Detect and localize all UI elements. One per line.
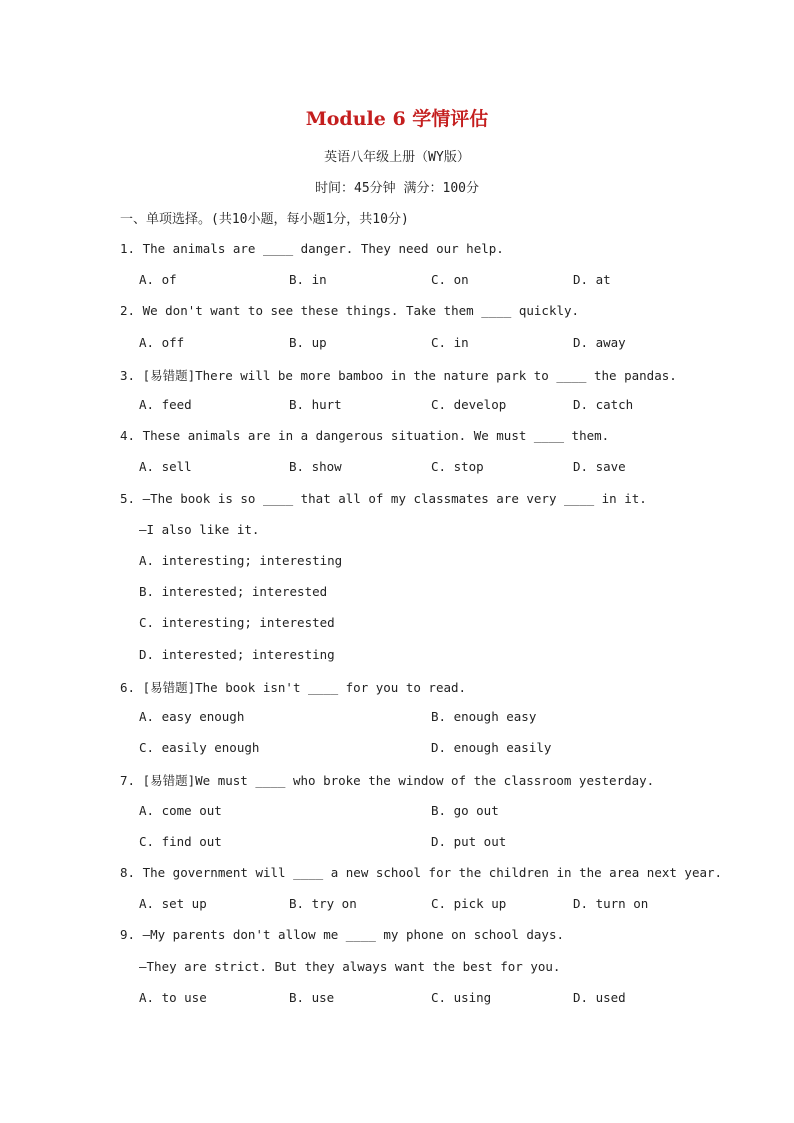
question-6-stem: 6. [易错题]The book isn't ____ for you to read.	[120, 680, 467, 695]
question-2-stem: 2. We don't want to see these things. Take them ____ quickly.	[120, 303, 580, 318]
question-8-option-b: B. try on	[289, 896, 357, 911]
question-3-option-d: D. catch	[573, 397, 634, 412]
question-4-option-d: D. save	[573, 459, 626, 474]
question-9-option-b: B. use	[289, 990, 335, 1005]
question-1-option-a: A. of	[139, 272, 177, 287]
question-9-option-a: A. to use	[139, 990, 207, 1005]
question-8-option-c: C. pick up	[431, 896, 507, 911]
question-5-option-c: C. interesting; interested	[139, 615, 335, 630]
time-and-score-info: 时间：45分钟 满分：100分	[315, 181, 479, 196]
question-9-option-d: D. used	[573, 990, 626, 1005]
question-9-stem: 9. —My parents don't allow me ____ my phone on school days.	[120, 927, 565, 942]
question-2-option-a: A. off	[139, 335, 185, 350]
question-2-option-b: B. up	[289, 335, 327, 350]
question-7-option-d: D. put out	[431, 834, 507, 849]
question-2-option-c: C. in	[431, 335, 469, 350]
question-7-option-b: B. go out	[431, 803, 499, 818]
section-heading: 一、单项选择。(共10小题，每小题1分，共10分)	[120, 212, 409, 227]
question-1-option-b: B. in	[289, 272, 327, 287]
question-6-option-b: B. enough easy	[431, 709, 537, 724]
question-6-option-c: C. easily enough	[139, 740, 260, 755]
question-5-option-a: A. interesting; interesting	[139, 553, 343, 568]
question-9-reply: —They are strict. But they always want the best for you.	[139, 959, 561, 974]
question-4-option-b: B. show	[289, 459, 342, 474]
question-7-option-c: C. find out	[139, 834, 222, 849]
question-5-option-d: D. interested; interesting	[139, 647, 335, 662]
question-3-option-c: C. develop	[431, 397, 507, 412]
question-6-option-a: A. easy enough	[139, 709, 245, 724]
question-1-option-c: C. on	[431, 272, 469, 287]
question-4-stem: 4. These animals are in a dangerous situation. We must ____ them.	[120, 428, 610, 443]
question-4-option-c: C. stop	[431, 459, 484, 474]
question-1-option-d: D. at	[573, 272, 611, 287]
page-subtitle: 英语八年级上册（WY版）	[324, 150, 470, 165]
question-4-option-a: A. sell	[139, 459, 192, 474]
question-5-option-b: B. interested; interested	[139, 584, 328, 599]
question-3-option-a: A. feed	[139, 397, 192, 412]
question-5-stem: 5. —The book is so ____ that all of my classmates are very ____ in it.	[120, 491, 647, 506]
question-3-option-b: B. hurt	[289, 397, 342, 412]
question-7-option-a: A. come out	[139, 803, 222, 818]
question-2-option-d: D. away	[573, 335, 626, 350]
question-9-option-c: C. using	[431, 990, 492, 1005]
question-8-option-d: D. turn on	[573, 896, 649, 911]
question-5-reply: —I also like it.	[139, 522, 260, 537]
question-3-stem: 3. [易错题]There will be more bamboo in the nature park to ____ the pandas.	[120, 368, 677, 383]
question-8-stem: 8. The government will ____ a new school for the children in the area next year.	[120, 865, 723, 880]
question-7-stem: 7. [易错题]We must ____ who broke the window of the classroom yesterday.	[120, 773, 655, 788]
question-8-option-a: A. set up	[139, 896, 207, 911]
question-6-option-d: D. enough easily	[431, 740, 552, 755]
question-1-stem: 1. The animals are ____ danger. They need our help.	[120, 241, 504, 256]
page-title: Module 6 学情评估	[305, 108, 489, 130]
